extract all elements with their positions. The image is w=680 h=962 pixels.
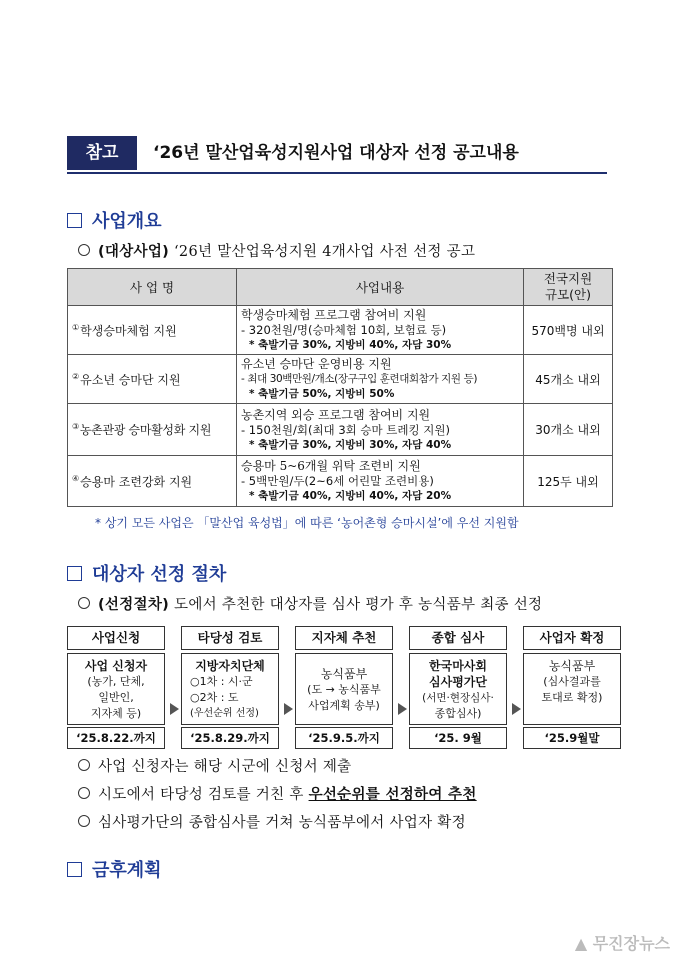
content-line1: 유소년 승마단 운영비용 지원: [241, 357, 392, 371]
selection-procedure-line: [78, 593, 542, 614]
row-project-name: [68, 404, 237, 456]
row-number: ④: [72, 473, 80, 483]
target-project-text: ‘26년 말산업육성지원 4개사업 사전 선정 공고: [174, 244, 476, 260]
row-name: 학생승마체험 지원: [80, 323, 177, 338]
section-plan-title: 금후계획: [92, 860, 162, 881]
content-line2: - 150천원/회(최대 3회 승마 트레킹 지원): [241, 422, 450, 437]
step-line: 지자체 등): [90, 707, 142, 720]
row-project-content: [237, 306, 524, 355]
circle-bullet-icon: [78, 787, 90, 799]
watermark-logo: [575, 931, 670, 954]
flow-step-recommend: [295, 626, 393, 749]
row-scale: 30개소 내외: [524, 404, 613, 456]
bullet-text: 사업 신청자는 해당 시군에 신청서 제출: [98, 759, 352, 775]
step-line: 토대로 확정): [541, 691, 603, 704]
flow-arrow-icon: [170, 703, 179, 715]
section-plan-heading: [67, 856, 162, 882]
step-date: ‘25.8.29.까지: [181, 727, 279, 749]
step-body: [523, 653, 621, 725]
step-title: 농식품부: [320, 667, 368, 681]
flow-arrow-icon: [512, 703, 521, 715]
table-row: [68, 404, 613, 456]
step-line: (서면·현장심사·: [422, 692, 494, 704]
step-date: ‘25.9월말: [523, 727, 621, 749]
selection-procedure-label: (선정절차): [98, 597, 170, 613]
row-project-name: [68, 306, 237, 355]
step-date: ‘25.8.22.까지: [67, 727, 165, 749]
content-line2: - 320천원/명(승마체험 10회, 보험료 등): [241, 323, 447, 337]
step-line: 일반인,: [98, 691, 134, 704]
table-note: * 상기 모든 사업은 「말산업 육성법」에 따른 ‘농어촌형 승마시설’에 우선 지원함: [95, 516, 519, 530]
circle-bullet-icon: [78, 597, 90, 609]
step-line: ○1차 : 시·군: [190, 675, 253, 688]
header-project-content: 사업내용: [237, 269, 524, 306]
step-body: [181, 653, 279, 725]
circle-bullet-icon: [78, 759, 90, 771]
content-line2: - 5백만원/두(2~6세 어린말 조련비용): [241, 474, 434, 488]
row-name: 승용마 조련강화 지원: [80, 474, 193, 489]
circle-bullet-icon: [78, 815, 90, 827]
header-project-name: 사 업 명: [68, 269, 237, 306]
step-line: 종합심사): [434, 707, 482, 720]
content-funding: * 축발기금 50%, 지방비 50%: [249, 388, 395, 400]
row-number: ②: [72, 371, 80, 381]
content-line1: 승용마 5~6개월 위탁 조련비 지원: [241, 459, 421, 473]
square-bullet-icon: [67, 213, 82, 228]
bullet-text: 심사평가단의 종합심사를 거쳐 농식품부에서 사업자 확정: [98, 815, 466, 831]
step-line: (심사결과를: [543, 675, 601, 688]
project-table: [67, 268, 613, 507]
row-scale: 125두 내외: [524, 456, 613, 507]
step-line: ○2차 : 도: [190, 691, 239, 704]
content-line1: 학생승마체험 프로그램 참여비 지원: [241, 308, 427, 322]
table-header-row: [68, 269, 613, 306]
page-title: ‘26년 말산업육성지원사업 대상자 선정 공고내용: [153, 143, 519, 163]
table-row: [68, 355, 613, 404]
watermark-icon: ▲: [574, 934, 588, 953]
step-body: [295, 653, 393, 725]
step-date: ‘25.9.5.까지: [295, 727, 393, 749]
step-head: 사업자 확정: [523, 626, 621, 650]
bullet-emphasis: 우선순위를 선정하여 추천: [308, 787, 477, 803]
flow-step-application: [67, 626, 165, 749]
square-bullet-icon: [67, 566, 82, 581]
row-project-content: [237, 404, 524, 456]
step-title: 한국마사회: [429, 659, 487, 673]
circle-bullet-icon: [78, 244, 90, 256]
row-name: 유소년 승마단 지원: [80, 372, 181, 387]
row-project-name: [68, 355, 237, 404]
content-funding: * 축발기금 40%, 지방비 40%, 자담 20%: [249, 490, 452, 502]
bullet-line: [78, 783, 477, 804]
flow-step-review: [181, 626, 279, 749]
step-head: 지자체 추천: [295, 626, 393, 650]
step-title: 심사평가단: [429, 675, 487, 689]
bullet-line: [78, 755, 351, 776]
step-line: (도 → 농식품부: [307, 683, 381, 696]
step-line: (우선순위 선정): [190, 708, 259, 719]
table-row: [68, 456, 613, 507]
header-scale: [524, 269, 613, 306]
header-scale-line1: 전국지원: [543, 271, 593, 286]
flow-arrow-icon: [398, 703, 407, 715]
watermark-text: 무진장뉴스: [592, 934, 670, 953]
step-head: 타당성 검토: [181, 626, 279, 650]
step-body: [409, 653, 507, 725]
row-name: 농촌관광 승마활성화 지원: [79, 423, 212, 437]
title-bar: [67, 136, 607, 174]
selection-procedure-text: 도에서 추천한 대상자를 심사 평가 후 농식품부 최종 선정: [174, 597, 543, 613]
target-project-line: [78, 240, 475, 261]
row-scale: 45개소 내외: [524, 355, 613, 404]
step-head: 사업신청: [67, 626, 165, 650]
row-number: ①: [72, 322, 80, 332]
row-number: ③: [72, 422, 79, 431]
row-project-content: [237, 355, 524, 404]
section-selection-title: 대상자 선정 절차: [92, 564, 227, 585]
bullet-line: [78, 811, 466, 832]
section-selection-heading: [67, 560, 226, 586]
content-funding: * 축발기금 30%, 지방비 30%, 자담 40%: [249, 438, 452, 451]
content-line1: 농촌지역 외승 프로그램 참여비 지원: [241, 407, 431, 422]
step-head: 종합 심사: [409, 626, 507, 650]
content-line2: - 최대 30백만원/개소(장구구입 훈련대회참가 지원 등): [241, 373, 478, 385]
step-body: [67, 653, 165, 725]
step-date: ‘25. 9월: [409, 727, 507, 749]
step-title: 농식품부: [548, 659, 596, 673]
header-scale-line2: 규모(안): [545, 287, 591, 302]
table-row: [68, 306, 613, 355]
row-scale: 570백명 내외: [524, 306, 613, 355]
step-line: 사업계획 송부): [308, 699, 380, 712]
row-project-content: [237, 456, 524, 507]
step-line: (농가, 단체,: [87, 675, 145, 688]
bullet-text: 시도에서 타당성 검토를 거친 후: [98, 787, 304, 803]
content-funding: * 축발기금 30%, 지방비 40%, 자담 30%: [249, 339, 452, 351]
step-title: 사업 신청자: [84, 659, 148, 673]
flow-arrow-icon: [284, 703, 293, 715]
flow-step-confirm: [523, 626, 621, 749]
row-project-name: [68, 456, 237, 507]
target-project-label: (대상사업): [98, 244, 170, 260]
section-overview-heading: [67, 207, 162, 233]
square-bullet-icon: [67, 862, 82, 877]
step-title: 지방자치단체: [195, 659, 265, 673]
reference-tag: 참고: [67, 136, 137, 170]
flow-step-judging: [409, 626, 507, 749]
section-overview-title: 사업개요: [92, 211, 162, 232]
